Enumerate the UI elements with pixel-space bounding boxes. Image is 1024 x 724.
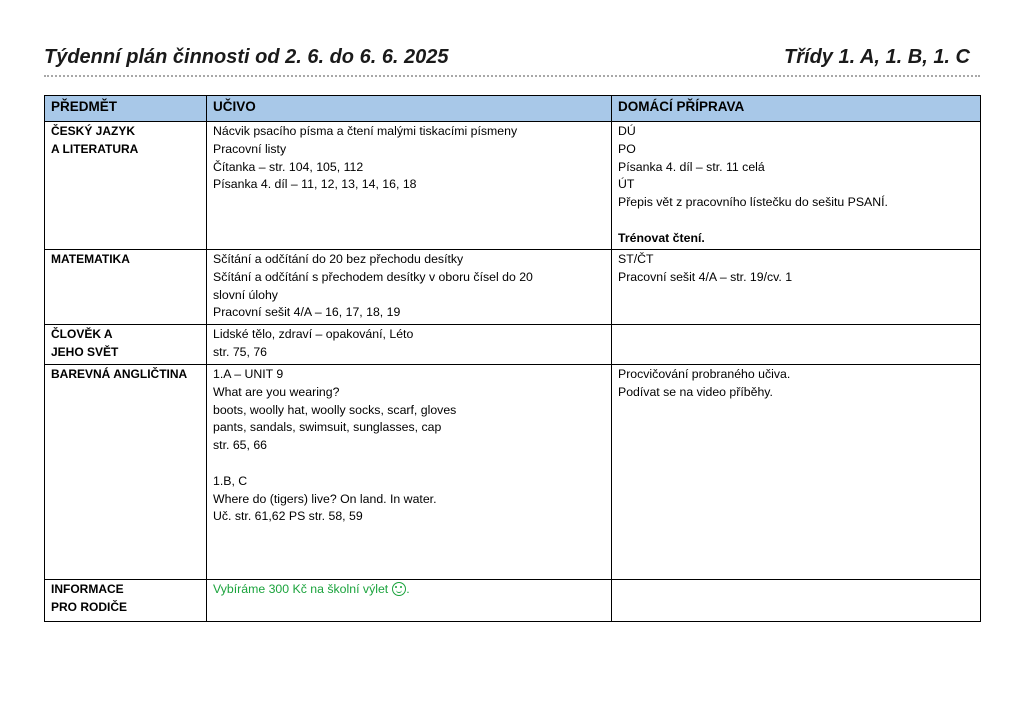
- subject-label: A LITERATURA: [51, 141, 139, 156]
- column-header-content: UČIVO: [207, 96, 612, 122]
- subject-label: MATEMATIKA: [51, 252, 130, 266]
- info-line: [213, 581, 605, 599]
- content-line: Pracovní sešit 4/A – 16, 17, 18, 19: [213, 305, 401, 320]
- column-header-subject: PŘEDMĚT: [45, 96, 207, 122]
- subject-label: INFORMACE: [51, 582, 124, 596]
- column-header-homework: DOMÁCÍ PŘÍPRAVA: [612, 96, 981, 122]
- content-line: pants, sandals, swimsuit, sunglasses, cap: [213, 420, 442, 435]
- subject-cell: [45, 365, 207, 580]
- table-header-row: [45, 96, 981, 122]
- content-line: slovní úlohy: [213, 287, 278, 302]
- homework-cell: [612, 122, 981, 250]
- content-line: Čítanka – str. 104, 105, 112: [213, 159, 364, 174]
- plan-title: Týdenní plán činnosti od 2. 6. do 6. 6. 2025: [44, 46, 449, 68]
- homework-line: Pracovní sešit 4/A – str. 19/cv. 1: [618, 269, 793, 284]
- table-row: [45, 250, 981, 325]
- homework-line: PO: [618, 141, 636, 156]
- content-cell: [207, 580, 612, 622]
- subject-label: ČESKÝ JAZYK: [51, 124, 136, 138]
- homework-cell: [612, 580, 981, 622]
- homework-line: Písanka 4. díl – str. 11 celá: [618, 159, 765, 174]
- homework-line: DÚ: [618, 124, 636, 138]
- content-line: 1.B, C: [213, 473, 248, 488]
- subject-cell: [45, 580, 207, 622]
- content-line: str. 65, 66: [213, 438, 268, 453]
- content-line: Pracovní listy: [213, 141, 287, 156]
- content-line: Lidské tělo, zdraví – opakování, Léto: [213, 327, 414, 341]
- content-cell: [207, 365, 612, 580]
- content-line: What are you wearing?: [213, 384, 340, 399]
- info-text: Vybíráme 300 Kč na školní výlet: [213, 582, 389, 596]
- content-cell: [207, 122, 612, 250]
- homework-line: ST/ČT: [618, 252, 654, 266]
- content-line: Where do (tigers) live? On land. In water.: [213, 491, 437, 506]
- content-line: 1.A – UNIT 9: [213, 367, 284, 381]
- content-line: Uč. str. 61,62 PS str. 58, 59: [213, 509, 363, 524]
- subject-cell: [45, 122, 207, 250]
- content-line: str. 75, 76: [213, 344, 268, 359]
- content-line: Nácvik psacího písma a čtení malými tiskacími písmeny: [213, 124, 518, 138]
- dotted-divider: [44, 75, 980, 77]
- content-line: boots, woolly hat, woolly socks, scarf, gloves: [213, 402, 457, 417]
- page-header: [44, 44, 970, 74]
- smiley-icon: [392, 582, 406, 596]
- content-line: Sčítání a odčítání do 20 bez přechodu desítky: [213, 252, 464, 266]
- homework-line: Podívat se na video příběhy.: [618, 384, 773, 399]
- content-line: [213, 455, 605, 473]
- homework-line: [618, 212, 974, 230]
- table-row: [45, 122, 981, 250]
- homework-cell: [612, 325, 981, 365]
- homework-cell: [612, 250, 981, 325]
- weekly-plan-table: [44, 95, 981, 622]
- homework-cell: [612, 365, 981, 580]
- subject-label: BAREVNÁ ANGLIČTINA: [51, 367, 188, 381]
- table-row: [45, 325, 981, 365]
- content-line: Sčítání a odčítání s přechodem desítky v oboru čísel do 20: [213, 269, 533, 284]
- content-cell: [207, 325, 612, 365]
- content-line: Písanka 4. díl – 11, 12, 13, 14, 16, 18: [213, 177, 417, 192]
- subject-cell: [45, 325, 207, 365]
- classes-title: Třídy 1. A, 1. B, 1. C: [784, 46, 970, 68]
- table-row: [45, 580, 981, 622]
- homework-line: Trénovat čtení.: [618, 230, 705, 245]
- subject-label: JEHO SVĚT: [51, 344, 119, 359]
- subject-label: ČLOVĚK A: [51, 327, 113, 341]
- table-row: [45, 365, 981, 580]
- homework-line: ÚT: [618, 177, 635, 192]
- content-cell: [207, 250, 612, 325]
- homework-line: Procvičování probraného učiva.: [618, 367, 791, 381]
- info-suffix: .: [406, 582, 410, 596]
- subject-label: PRO RODIČE: [51, 599, 128, 614]
- subject-cell: [45, 250, 207, 325]
- homework-line: Přepis vět z pracovního lístečku do sešitu PSANÍ.: [618, 195, 888, 210]
